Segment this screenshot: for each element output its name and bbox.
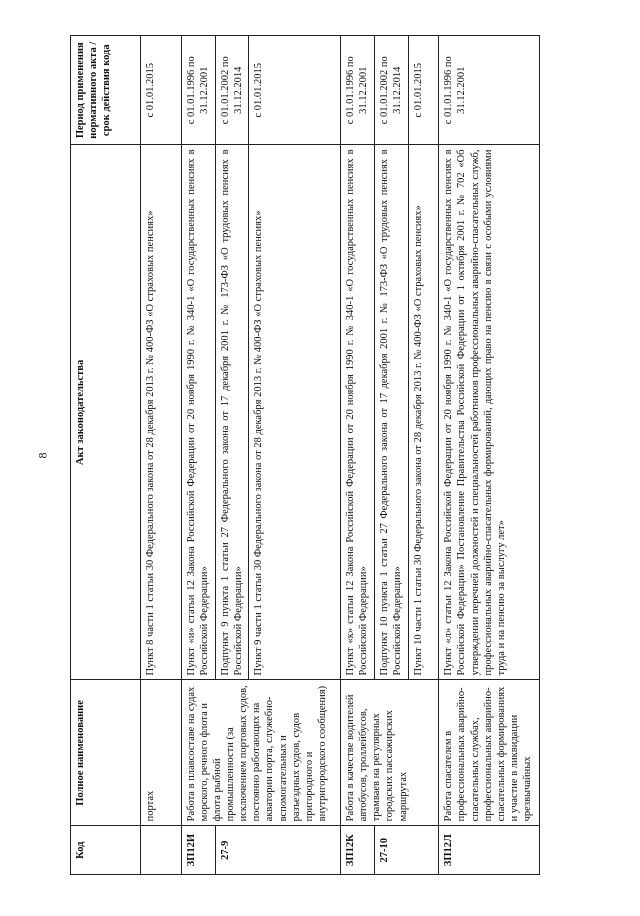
row-act: Пункт 10 части 1 статьи 30 Федерального закона от 28 декабря 2013 г. № 400-ФЗ «О страховых пенсиях» — [408, 145, 439, 680]
header-code: Код — [71, 826, 141, 875]
row-code: ЗП12К — [341, 826, 375, 875]
row-period: с 01.01.2015 — [249, 36, 341, 145]
header-name: Полное наименование — [71, 680, 141, 826]
row-period: с 01.01.2002 по 31.12.2014 — [215, 36, 249, 145]
legislation-table — [70, 35, 540, 875]
row-act: Подпункт 10 пункта 1 статьи 27 Федерального закона от 17 декабря 2001 г. № 173-ФЗ «О трудовых пенсиях в Российской Федерации» — [374, 145, 408, 680]
table-row — [141, 36, 182, 875]
row-period: с 01.01.2015 — [141, 36, 182, 145]
row-name: Работа в плавсоставе на судах морского, речного флота и флота рыбной промышленности (за исключением портовых судов, постоянно работающих на акватории порта, служебно-вспомогательных и разъездных судов, судов пригородного и внутригородского сообщения) — [181, 680, 340, 826]
row-act: Пункт «л» статьи 12 Закона Российской Федерации от 20 ноября 1990 г. № 340-1 «О государственных пенсиях в Российской Федерации» Постановление Правительства Российской Федерации от 1 октября 2001 г. № 702 «Об утверждении перечней должностей и специальностей работников профессиональных аварийно-спасательных служб, профессиональных аварийно-спасательных формирований, дающих право на пенсию в связи с особыми условиями труда и на пенсию за выслугу лет» — [439, 145, 540, 680]
page-number: 8 — [35, 452, 50, 459]
row-code: 27-10 — [374, 826, 438, 875]
row-code: 27-9 — [215, 826, 340, 875]
row-act: Пункт «к» статьи 12 Закона Российской Федерации от 20 ноября 1990 г. № 340-1 «О государственных пенсиях в Российской Федерации» — [341, 145, 375, 680]
header-row — [71, 36, 141, 875]
row-act: Подпункт 9 пункта 1 статьи 27 Федерального закона от 17 декабря 2001 г. № 173-ФЗ «О трудовых пенсиях в Российской Федерации» — [215, 145, 249, 680]
row-act: Пункт 9 части 1 статьи 30 Федерального закона от 28 декабря 2013 г. № 400-ФЗ «О страховых пенсиях» — [249, 145, 341, 680]
row-act: Пункт «и» статьи 12 Закона Российской Федерации от 20 ноября 1990 г. № 340-1 «О государственных пенсиях в Российской Федерации» — [181, 145, 215, 680]
table-row — [439, 36, 540, 875]
row-period: с 01.01.1996 по 31.12.2001 — [439, 36, 540, 145]
row-code: ЗП12И — [181, 826, 215, 875]
row-period: с 01.01.1996 по 31.12.2001 — [181, 36, 215, 145]
table-row — [181, 36, 215, 875]
row-period: с 01.01.2002 по 31.12.2014 — [374, 36, 408, 145]
row-name: Работа спасателем в профессиональных аварийно-спасательных службах, профессиональных аварийно-спасательных формированиях и участие в ликвидации чрезвычайных — [439, 680, 540, 826]
table-row — [341, 36, 375, 875]
row-code — [141, 826, 182, 875]
header-act: Акт законодательства — [71, 145, 141, 680]
row-name: Работа в качестве водителей автобусов, троллейбусов, трамваев на регулярных городских пассажирских маршрутах — [341, 680, 439, 826]
row-act: Пункт 8 части 1 статьи 30 Федерального закона от 28 декабря 2013 г. № 400-ФЗ «О страховых пенсиях» — [141, 145, 182, 680]
row-period: с 01.01.2015 — [408, 36, 439, 145]
row-name: портах — [141, 680, 182, 826]
header-period: Период применения нормативного акта / срок действия кода — [71, 36, 141, 145]
row-period: с 01.01.1996 по 31.12.2001 — [341, 36, 375, 145]
rotated-table-container — [70, 35, 540, 875]
row-code: ЗП12Л — [439, 826, 540, 875]
